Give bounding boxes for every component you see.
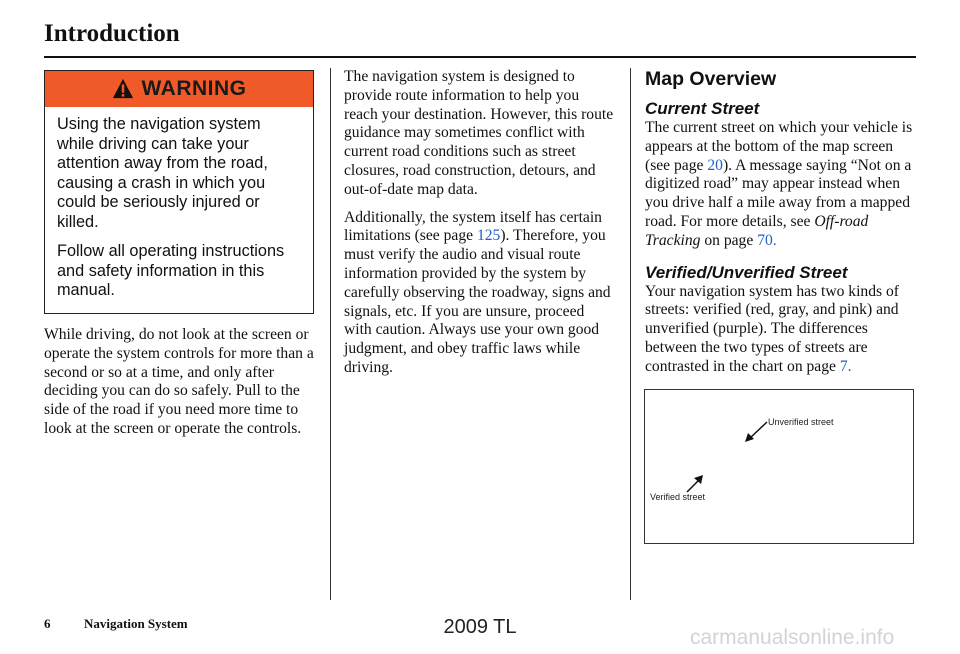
- verified-street-label: Verified street: [650, 492, 706, 502]
- limitations-text-end: ). Therefore, you must verify the audio and visual route information provided by the system by carefully observing the roadway, signs and signals, etc. If you are unsure, proceed with caution. Always use your own good judgment, and obey traffic laws while driving.: [344, 227, 611, 376]
- column-divider-right: [630, 68, 631, 600]
- model-year: 2009 TL: [443, 616, 517, 638]
- section-title: Map Overview: [645, 68, 777, 90]
- footer-section-title: Navigation System: [84, 616, 188, 631]
- warning-triangle-icon: [112, 78, 134, 100]
- column-middle: [344, 68, 614, 387]
- warning-title: WARNING: [141, 77, 247, 100]
- page-link-125[interactable]: 125: [476, 227, 501, 245]
- page-link-70[interactable]: 70.: [757, 231, 777, 249]
- driving-caution-paragraph: While driving, do not look at the screen or operate the system controls for more than a second or so at a time, and only after deciding you can do so safely. Pull to the side of the road if you need more time to look at the screen or operate the controls.: [44, 326, 314, 437]
- limitations-text: Additionally, the system itself has certain limitations (see page: [344, 208, 602, 245]
- map-figure: [644, 389, 914, 544]
- warning-paragraph: Using the navigation system while driving can take your attention away from the road, causing a crash in which you could be seriously injured or killed.: [57, 115, 268, 231]
- page-link-20[interactable]: 20: [707, 156, 723, 174]
- page-title: Introduction: [44, 20, 180, 47]
- design-paragraph: The navigation system is designed to provide route information to help you reach your destination. However, this route guidance may sometimes conflict with current road conditions such as street closures, road construction, detours, and out-of-date map data.: [344, 68, 614, 198]
- current-street-paragraph: [645, 119, 917, 251]
- offroad-tracking-ref: Off-road Tracking: [645, 212, 869, 249]
- verified-street-heading: Verified/Unverified Street: [645, 262, 848, 282]
- page-number: 6: [44, 616, 51, 631]
- warning-paragraph: Follow all operating instructions and safety information in this manual.: [57, 242, 285, 299]
- verified-arrow-icon: [685, 474, 705, 494]
- column-right: [645, 68, 917, 389]
- verified-street-paragraph: [645, 283, 917, 377]
- warning-header: [45, 71, 313, 107]
- current-street-text-middle: ). A message saying “Not on a digitized road” may appear instead when you drive half a mile away from a mapped road. For more details, see: [645, 156, 912, 230]
- current-street-text: The current street on which your vehicle is appears at the bottom of the map screen (see page: [645, 119, 913, 174]
- current-street-text-on-page: on page: [700, 231, 758, 249]
- verified-street-text: Your navigation system has two kinds of streets: verified (red, gray, and pink) and unverified (purple). The differences between the two types of streets are contrasted in the chart on page: [645, 282, 899, 375]
- warning-box: [44, 70, 314, 314]
- page-link-7[interactable]: 7.: [839, 357, 852, 375]
- current-street-heading: Current Street: [645, 99, 760, 118]
- unverified-street-label: Unverified street: [768, 417, 834, 427]
- limitations-paragraph: [344, 209, 614, 378]
- title-rule: [44, 56, 916, 58]
- unverified-arrow-icon: [743, 420, 769, 444]
- warning-body: [45, 107, 313, 301]
- column-divider-left: [330, 68, 331, 600]
- watermark: carmanualsonline.info: [690, 626, 895, 649]
